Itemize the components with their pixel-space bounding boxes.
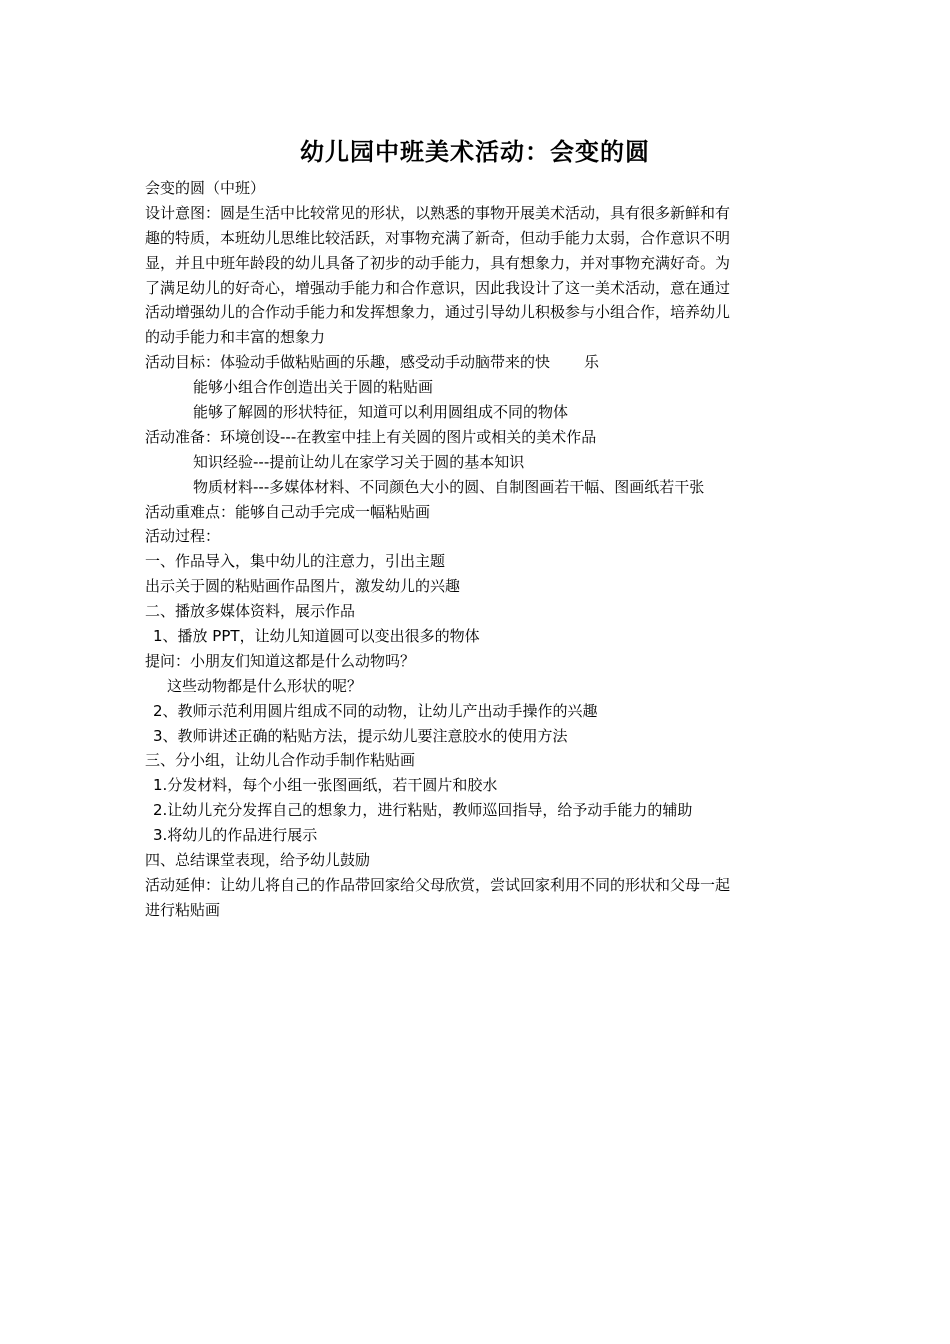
- step-heading: 四、总结课堂表现，给予幼儿鼓励: [145, 851, 371, 870]
- goals-line: 能够小组合作创造出关于圆的粘贴画: [193, 378, 434, 397]
- document-body: [145, 176, 810, 923]
- design-intent-line: 了满足幼儿的好奇心，增强动手能力和合作意识，因此我设计了这一美术活动，意在通过: [145, 278, 731, 297]
- preparation-line: 知识经验---提前让幼儿在家学习关于圆的基本知识: [193, 452, 525, 471]
- step-item: 3、教师讲述正确的粘贴方法，提示幼儿要注意胶水的使用方法: [153, 726, 568, 745]
- step-heading: 一、作品导入，集中幼儿的注意力，引出主题: [145, 552, 446, 571]
- design-intent-line: 活动增强幼儿的合作动手能力和发挥想象力，通过引导幼儿积极参与小组合作，培养幼儿: [145, 303, 731, 322]
- extension-line: 活动延伸：让幼儿将自己的作品带回家给父母欣赏，尝试回家利用不同的形状和父母一起: [145, 875, 731, 894]
- preparation-line: 物质材料---多媒体材料、不同颜色大小的圆、自制图画若干幅、图画纸若干张: [193, 477, 705, 496]
- step-item: 1.分发材料，每个小组一张图画纸，若干圆片和胶水: [153, 776, 498, 795]
- subtitle: 会变的圆（中班）: [145, 179, 266, 197]
- goals-line: 能够了解圆的形状特征，知道可以利用圆组成不同的物体: [193, 403, 569, 422]
- step-text: 出示关于圆的粘贴画作品图片，激发幼儿的兴趣: [145, 577, 461, 596]
- step-heading: 三、分小组，让幼儿合作动手制作粘贴画: [145, 751, 416, 770]
- goals-line: [145, 350, 810, 375]
- extension-line: 进行粘贴画: [145, 900, 221, 919]
- step-question: 这些动物都是什么形状的呢？: [167, 676, 363, 695]
- step-item: 2.让幼儿充分发挥自己的想象力，进行粘贴，教师巡回指导，给予动手能力的辅助: [153, 801, 693, 820]
- process-heading: 活动过程：: [145, 527, 221, 546]
- step-question: 提问：小朋友们知道这都是什么动物吗？: [145, 651, 416, 670]
- design-intent-line: 设计意图：圆是生活中比较常见的形状，以熟悉的事物开展美术活动，具有很多新鲜和有: [145, 203, 731, 222]
- design-intent-line: 显，并且中班年龄段的幼儿具备了初步的动手能力，具有想象力，并对事物充满好奇。为: [145, 253, 731, 272]
- goals-text: 活动目标：体验动手做粘贴画的乐趣，感受动手动脑带来的快: [145, 353, 551, 372]
- goals-text-end: 乐: [584, 353, 600, 372]
- step-item: 2、教师示范利用圆片组成不同的动物，让幼儿产出动手操作的兴趣: [153, 701, 598, 720]
- design-intent-line: 趣的特质，本班幼儿思维比较活跃，对事物充满了新奇，但动手能力太弱，合作意识不明: [145, 228, 731, 247]
- design-intent-line: 的动手能力和丰富的想象力: [145, 328, 326, 347]
- step-item: 3.将幼儿的作品进行展示: [153, 826, 318, 845]
- key-point: 活动重难点：能够自己动手完成一幅粘贴画: [145, 502, 431, 521]
- step-heading: 二、播放多媒体资料，展示作品: [145, 602, 356, 621]
- preparation-line: 活动准备：环境创设---在教室中挂上有关圆的图片或相关的美术作品: [145, 427, 597, 446]
- step-item: 1、播放 PPT，让幼儿知道圆可以变出很多的物体: [153, 627, 480, 646]
- document-title: 幼儿园中班美术活动：会变的圆: [300, 138, 650, 166]
